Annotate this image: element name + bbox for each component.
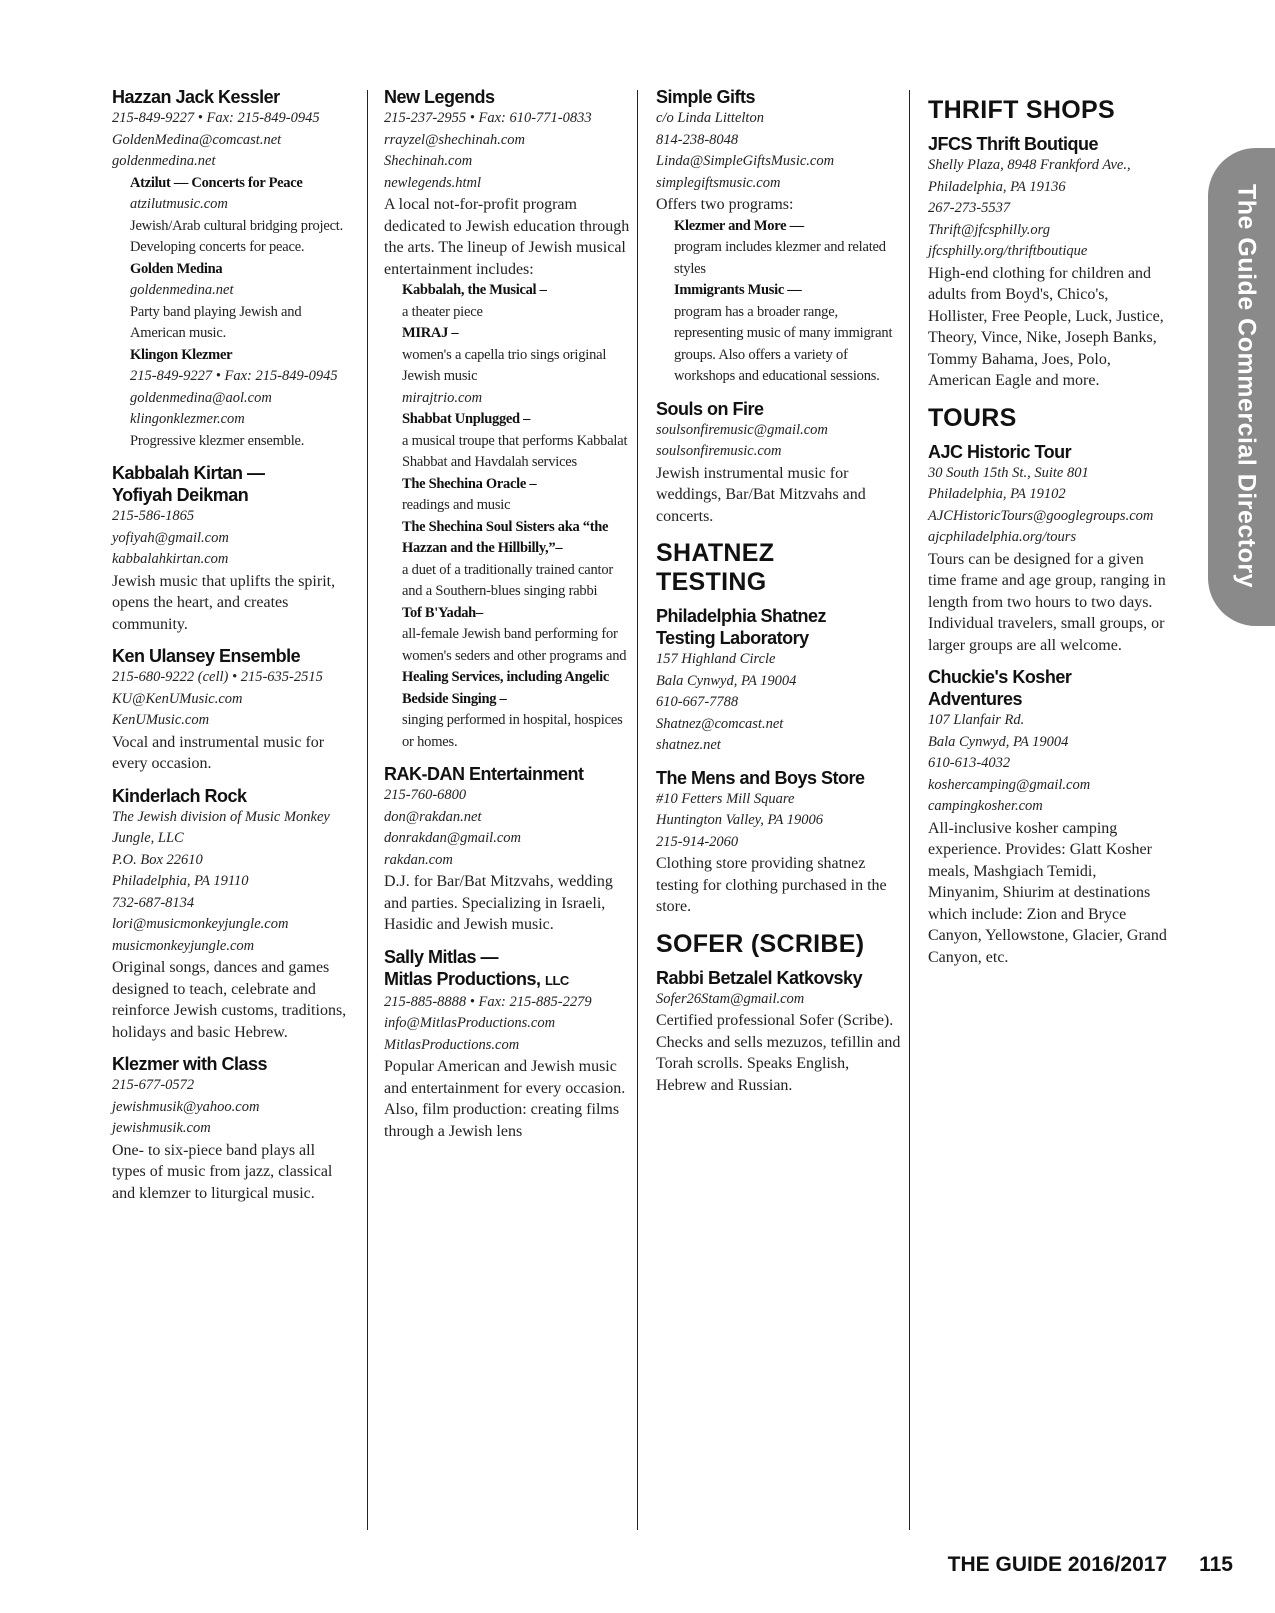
sub-listing-title: Shabbat Unplugged – bbox=[402, 411, 531, 427]
directory-entry bbox=[928, 666, 1168, 968]
section-heading: SOFER (SCRIBE) bbox=[656, 929, 865, 958]
contact-line: Shechinah.com bbox=[384, 153, 473, 169]
directory-entry bbox=[656, 86, 902, 388]
entry-description: All-inclusive kosher camping experience. Provides: Glatt Kosher meals, Mashgiach Temidi, Minyanim, Shiurim at destinations which include: Zion and Bryce Canyon, Yellowstone, Glacier, Grand Canyon, etc. bbox=[928, 819, 1167, 966]
contact-line: P.O. Box 22610 bbox=[112, 851, 203, 868]
sub-listing bbox=[384, 280, 630, 323]
sub-listing bbox=[656, 216, 902, 281]
contact-line: 30 South 15th St., Suite 801 bbox=[928, 464, 1089, 481]
sub-listing-description: Party band playing Jewish and American music. bbox=[130, 303, 302, 341]
directory-entry bbox=[384, 86, 630, 753]
entry-description: One- to six-piece band plays all types of music from jazz, classical and klemzer to liturgical music. bbox=[112, 1141, 333, 1202]
section-heading: THRIFT SHOPS bbox=[928, 96, 1115, 124]
sub-listing-description: readings and music bbox=[402, 497, 511, 513]
directory-entry bbox=[928, 441, 1168, 657]
contact-line: Shatnez@comcast.net bbox=[656, 715, 784, 732]
contact-line: yofiyah@gmail.com bbox=[112, 529, 229, 546]
sub-listing bbox=[384, 323, 630, 409]
entry-name: Sally Mitlas — Mitlas Productions, LLC bbox=[384, 946, 569, 989]
contact-line: KenUMusic.com bbox=[112, 712, 210, 728]
sub-listing-description: singing performed in hospital, hospices or homes. bbox=[402, 712, 623, 750]
contact-line: kabbalahkirtan.com bbox=[112, 551, 229, 567]
directory-entry bbox=[112, 785, 352, 1044]
contact-line: c/o Linda Littelton bbox=[656, 110, 764, 126]
contact-line: goldenmedina.net bbox=[130, 282, 234, 298]
contact-line: The Jewish division of Music Monkey bbox=[112, 808, 330, 825]
directory-entry bbox=[112, 645, 352, 775]
directory-column-3 bbox=[656, 84, 902, 1106]
contact-line: Philadelphia, PA 19110 bbox=[112, 873, 249, 889]
page-number: 115 bbox=[1199, 1553, 1233, 1576]
contact-line: klingonklezmer.com bbox=[130, 411, 245, 427]
contact-line: shatnez.net bbox=[656, 737, 721, 753]
contact-line: 215-849-9227 • Fax: 215-849-0945 bbox=[130, 368, 338, 384]
entry-name: AJC Historic Tour bbox=[928, 441, 1072, 462]
contact-line: KU@KenUMusic.com bbox=[112, 690, 243, 707]
sub-listing-title: Klezmer and More — bbox=[674, 217, 804, 234]
entry-description: Popular American and Jewish music and entertainment for every occasion. Also, film production: creating films through a Jewish lens bbox=[384, 1058, 626, 1140]
directory-entry bbox=[656, 767, 902, 918]
entry-description: D.J. for Bar/Bat Mitzvahs, wedding and parties. Specializing in Israeli, Hasidic and Jewish music. bbox=[384, 873, 613, 933]
directory-column-1 bbox=[112, 84, 352, 1214]
directory-entry bbox=[112, 1053, 352, 1204]
sub-listing-title: The Shechina Oracle – bbox=[402, 475, 537, 492]
sub-listing bbox=[384, 667, 630, 753]
contact-line: jewishmusik@yahoo.com bbox=[112, 1098, 260, 1115]
entry-name: Klezmer with Class bbox=[112, 1054, 268, 1074]
entry-description: Vocal and instrumental music for every occasion. bbox=[112, 733, 325, 772]
contact-line: rrayzel@shechinah.com bbox=[384, 131, 525, 148]
contact-line: AJCHistoricTours@googlegroups.com bbox=[928, 507, 1154, 524]
entry-name-suffix: LLC bbox=[545, 972, 569, 988]
column-divider bbox=[637, 90, 638, 1530]
entry-name: Philadelphia Shatnez Testing Laboratory bbox=[656, 606, 827, 648]
directory-entry bbox=[928, 133, 1168, 392]
sub-listing bbox=[384, 517, 630, 603]
entry-description: High-end clothing for children and adults from Boyd's, Chico's, Hollister, Free People, Luck, Justice, Theory, Vince, Nike, Joseph Banks, Tommy Bahama, Joes, Polo, American Eagle and more. bbox=[928, 264, 1164, 389]
contact-line: musicmonkeyjungle.com bbox=[112, 937, 255, 954]
contact-line: 610-613-4032 bbox=[928, 755, 1011, 771]
entry-name: Kabbalah Kirtan — Yofiyah Deikman bbox=[112, 463, 265, 505]
sub-listing-description: a musical troupe that performs Kabbalat Shabbat and Havdalah services bbox=[402, 432, 628, 470]
footer-title: THE GUIDE 2016/2017 bbox=[947, 1553, 1168, 1576]
directory-column-2 bbox=[384, 84, 630, 1152]
sub-listing-description: Jewish/Arab cultural bridging project. Developing concerts for peace. bbox=[130, 217, 344, 255]
sub-listing-description: program has a broader range, representing music of many immigrant groups. Also offers a variety of workshops and educational sessions. bbox=[674, 303, 893, 384]
contact-line: campingkosher.com bbox=[928, 798, 1043, 814]
sub-listing bbox=[112, 345, 352, 453]
contact-line: 157 Highland Circle bbox=[656, 651, 776, 667]
column-divider bbox=[909, 90, 910, 1530]
contact-line: 814-238-8048 bbox=[656, 131, 739, 148]
section-heading: TOURS bbox=[928, 403, 1017, 432]
entry-name: Simple Gifts bbox=[656, 87, 756, 107]
sub-listing-description: a theater piece bbox=[402, 303, 483, 320]
sub-listing-description: a duet of a traditionally trained cantor and a Southern-blues singing rabbi bbox=[402, 561, 614, 599]
contact-line: 215-237-2955 • Fax: 610-771-0833 bbox=[384, 110, 592, 126]
contact-line: Sofer26Stam@gmail.com bbox=[656, 990, 805, 1007]
contact-line: info@MitlasProductions.com bbox=[384, 1015, 556, 1031]
contact-line: GoldenMedina@comcast.net bbox=[112, 131, 282, 148]
contact-line: jewishmusik.com bbox=[112, 1120, 211, 1136]
directory-entry bbox=[656, 967, 902, 1097]
entry-description: Original songs, dances and games designed to teach, celebrate and reinforce Jewish customs, traditions, holidays and basic Hebrew. bbox=[112, 959, 347, 1041]
contact-line: Philadelphia, PA 19102 bbox=[928, 486, 1066, 502]
directory-entry bbox=[656, 398, 902, 528]
contact-line: Thrift@jfcsphilly.org bbox=[928, 221, 1050, 238]
sub-listing-title: MIRAJ – bbox=[402, 325, 459, 341]
page-footer bbox=[948, 1553, 1233, 1577]
contact-line: 267-273-5537 bbox=[928, 200, 1011, 216]
entry-description: Jewish instrumental music for weddings, Bar/Bat Mitzvahs and concerts. bbox=[656, 464, 866, 525]
sub-listing-description: women's a capella trio sings original Jewish music bbox=[402, 346, 607, 384]
contact-line: 215-677-0572 bbox=[112, 1077, 195, 1093]
directory-entry bbox=[384, 763, 630, 936]
contact-line: 107 Llanfair Rd. bbox=[928, 712, 1025, 728]
sub-listing-title: Healing Services, including Angelic Bedside Singing – bbox=[402, 669, 610, 707]
entry-name: Hazzan Jack Kessler bbox=[112, 87, 280, 107]
sub-listing-title: Atzilut — Concerts for Peace bbox=[130, 174, 303, 191]
sub-listing-title: Golden Medina bbox=[130, 260, 223, 277]
contact-line: donrakdan@gmail.com bbox=[384, 830, 521, 846]
contact-line: goldenmedina@aol.com bbox=[130, 389, 272, 406]
contact-line: rakdan.com bbox=[384, 851, 453, 868]
contact-line: atzilutmusic.com bbox=[130, 196, 228, 212]
contact-line: mirajtrio.com bbox=[402, 389, 483, 406]
contact-line: Philadelphia, PA 19136 bbox=[928, 178, 1066, 195]
sub-listing-description: Progressive klezmer ensemble. bbox=[130, 432, 305, 449]
contact-line: newlegends.html bbox=[384, 174, 482, 191]
sub-listing-description: program includes klezmer and related styles bbox=[674, 239, 886, 277]
entry-name: New Legends bbox=[384, 87, 495, 107]
sub-listing-title: Tof B'Yadah– bbox=[402, 604, 483, 621]
contact-line: don@rakdan.net bbox=[384, 808, 482, 825]
sub-listing-title: Klingon Klezmer bbox=[130, 346, 233, 363]
entry-name: Kinderlach Rock bbox=[112, 785, 247, 806]
contact-line: jfcsphilly.org/thriftboutique bbox=[928, 243, 1088, 259]
contact-line: soulsonfiremusic.com bbox=[656, 443, 782, 459]
contact-line: Jungle, LLC bbox=[112, 830, 184, 846]
entry-description: Jewish music that uplifts the spirit, opens the heart, and creates community. bbox=[112, 572, 336, 633]
entry-name: Chuckie's Kosher Adventures bbox=[928, 667, 1072, 709]
contact-line: 215-586-1865 bbox=[112, 508, 195, 524]
entry-name: Souls on Fire bbox=[656, 398, 764, 419]
directory-entry bbox=[384, 946, 630, 1143]
entry-name: RAK-DAN Entertainment bbox=[384, 764, 584, 784]
contact-line: goldenmedina.net bbox=[112, 153, 216, 169]
contact-line: koshercamping@gmail.com bbox=[928, 776, 1091, 793]
sub-listing bbox=[656, 280, 902, 388]
sub-listing-title: The Shechina Soul Sisters aka “the Hazzan and the Hillbilly,”– bbox=[402, 518, 609, 556]
entry-description: Tours can be designed for a given time frame and age group, ranging in length from two hours to two days. Individual travelers, small groups, or larger groups are all welcome. bbox=[928, 550, 1166, 654]
contact-line: MitlasProductions.com bbox=[384, 1036, 520, 1053]
column-divider bbox=[367, 90, 368, 1530]
sub-listing-title: Kabbalah, the Musical – bbox=[402, 282, 547, 298]
contact-line: Linda@SimpleGiftsMusic.com bbox=[656, 153, 835, 169]
contact-line: Bala Cynwyd, PA 19004 bbox=[928, 733, 1069, 750]
contact-line: 732-687-8134 bbox=[112, 894, 195, 911]
entry-description: Clothing store providing shatnez testing for clothing purchased in the store. bbox=[656, 855, 887, 915]
section-heading: SHATNEZ TESTING bbox=[656, 539, 775, 596]
entry-name: Ken Ulansey Ensemble bbox=[112, 646, 301, 666]
sub-listing-description: all-female Jewish band performing for women's seders and other programs and bbox=[402, 626, 627, 664]
contact-line: Bala Cynwyd, PA 19004 bbox=[656, 672, 797, 689]
contact-line: Shelly Plaza, 8948 Frankford Ave., bbox=[928, 157, 1131, 173]
contact-line: soulsonfiremusic@gmail.com bbox=[656, 421, 828, 438]
sub-listing bbox=[384, 474, 630, 517]
contact-line: simplegiftsmusic.com bbox=[656, 174, 781, 191]
entry-name: JFCS Thrift Boutique bbox=[928, 134, 1098, 154]
entry-description: Certified professional Sofer (Scribe). Checks and sells mezuzos, tefillin and Torah scrolls. Speaks English, Hebrew and Russian. bbox=[656, 1012, 901, 1094]
entry-description: Offers two programs: bbox=[656, 196, 794, 213]
contact-line: 610-667-7788 bbox=[656, 694, 739, 710]
directory-column-4 bbox=[928, 84, 1168, 978]
contact-line: #10 Fetters Mill Square bbox=[656, 790, 795, 807]
directory-entry bbox=[112, 86, 352, 452]
entry-description: A local not-for-profit program dedicated to Jewish education through the arts. The lineup of Jewish musical entertainment includes: bbox=[384, 196, 630, 278]
sub-listing-title: Immigrants Music — bbox=[674, 282, 802, 298]
contact-line: 215-849-9227 • Fax: 215-849-0945 bbox=[112, 110, 320, 126]
entry-name: The Mens and Boys Store bbox=[656, 767, 865, 788]
sub-listing bbox=[384, 603, 630, 668]
contact-line: 215-760-6800 bbox=[384, 787, 467, 803]
sub-listing bbox=[384, 409, 630, 474]
directory-entry bbox=[112, 462, 352, 635]
contact-line: Huntington Valley, PA 19006 bbox=[656, 812, 824, 828]
contact-line: 215-680-9222 (cell) • 215-635-2515 bbox=[112, 669, 323, 685]
contact-line: 215-885-8888 • Fax: 215-885-2279 bbox=[384, 993, 592, 1010]
sub-listing bbox=[112, 173, 352, 259]
sub-listing bbox=[112, 259, 352, 345]
contact-line: 215-914-2060 bbox=[656, 833, 739, 850]
directory-entry bbox=[656, 605, 902, 757]
entry-name: Rabbi Betzalel Katkovsky bbox=[656, 967, 863, 988]
contact-line: lori@musicmonkeyjungle.com bbox=[112, 916, 289, 932]
side-tab-label: The Guide Commercial Directory bbox=[1232, 183, 1261, 589]
contact-line: ajcphiladelphia.org/tours bbox=[928, 529, 1077, 545]
